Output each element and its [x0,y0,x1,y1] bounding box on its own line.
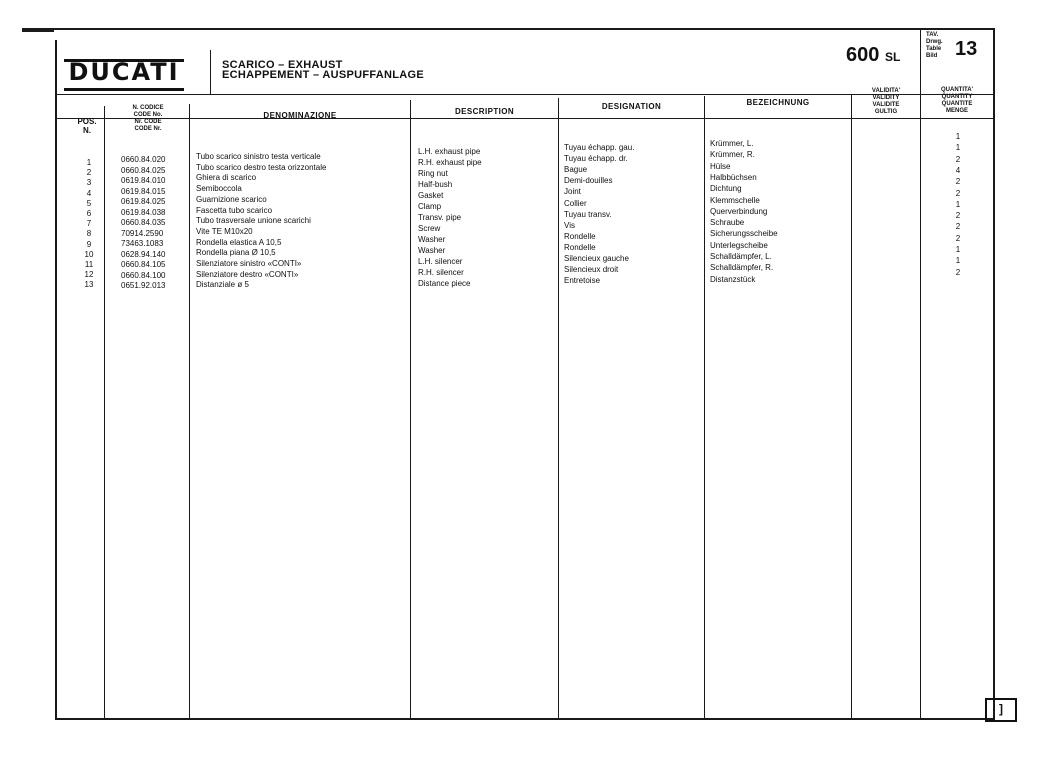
col-header-pos-line1: POS. [77,117,97,126]
cell-code: 0619.84.010 [121,176,166,185]
col-header-validity-line1: VALIDITA' [871,88,901,94]
cell-qty: 1 [955,256,961,266]
col-header-pos-line2: N. [83,126,91,135]
cell-it: Distanziale ø 5 [196,280,249,290]
col-header-quantity-line1: QUANTITA' [941,87,973,93]
cell-qty: 2 [955,188,961,198]
col-line-description [558,98,559,718]
col-header-code-line1: N. CODICE [132,105,164,111]
cell-pos: 2 [86,168,92,178]
cell-qty: 1 [955,143,961,153]
cell-qty: 1 [955,245,961,254]
cell-fr: Rondelle [564,231,596,241]
col-header-validity-line3: VALIDITE [872,102,900,108]
cell-it: Tubo scarico destro testa orizzontale [196,162,327,172]
col-header-quantity-line2: QUANTITY [941,94,973,100]
cell-fr: Bague [564,165,588,175]
cell-fr: Collier [564,198,587,208]
col-header-code [108,105,188,133]
cell-de: Unterlegscheibe [710,240,768,250]
cell-en: Washer [418,235,446,244]
cell-it: Tubo trasversale unione scarichi [196,216,311,226]
cell-it: Silenziatore destro «CONTI» [196,269,299,279]
cell-en: Distance piece [418,279,471,288]
cell-fr: Silencieux droit [564,265,619,275]
col-header-validity [852,88,920,116]
corner-mark [22,28,54,32]
col-line-pos [104,106,105,718]
right-border [993,28,995,720]
cell-en: Ring nut [418,169,448,178]
col-header-designation: DESIGNATION [601,102,662,111]
cell-pos: 13 [84,280,94,290]
col-line-designation [704,96,705,718]
cell-fr: Vis [564,220,575,230]
col-line-denominazione [410,100,411,718]
cell-en: Gasket [418,191,444,200]
model-suffix: SL [884,50,901,64]
cell-code: 0660.84.025 [121,165,166,175]
page-title-line1: SCARICO – EXHAUST [222,59,343,71]
cell-en: Washer [418,246,446,255]
cell-de: Hülse [710,161,731,171]
cell-qty: 2 [955,177,961,187]
cell-de: Krümmer, L. [710,139,754,148]
cell-fr: Entretoise [564,276,601,286]
header-vline-logo [210,50,211,94]
cell-fr: Tuyau échapp. dr. [564,154,628,164]
table-label-drwg: Drwg. [926,39,943,45]
col-line-code [189,104,190,718]
ducati-logo: DUCATI [64,59,184,91]
cell-de: Distanzstück [710,274,756,284]
table-label-bild: Bild [926,53,938,59]
cell-it: Rondella piana Ø 10,5 [196,248,276,258]
col-header-code-line2: CODE No. [133,112,163,118]
col-header-denominazione: DENOMINAZIONE [263,111,337,120]
cell-qty: 2 [955,211,961,221]
cell-qty: 1 [955,199,961,209]
cell-fr: Tuyau échapp. gau. [564,143,635,152]
cell-code: 70914.2590 [121,228,164,238]
cell-en: R.H. exhaust pipe [418,158,482,167]
cell-code: 0660.84.020 [121,155,166,164]
cell-it: Guarnizione scarico [196,194,267,204]
col-header-validity-line2: VALIDITY [872,95,900,101]
cell-en: Transv. pipe [418,213,462,222]
cell-code: 0660.84.035 [121,218,166,227]
cell-en: Screw [418,224,441,233]
table-label-tav: TAV. [926,32,939,38]
cell-it: Ghiera di scarico [196,173,257,183]
col-header-pos [72,117,102,135]
col-header-bezeichnung: BEZEICHNUNG [746,98,810,107]
cell-pos: 1 [86,158,92,167]
cell-en: Clamp [418,202,442,211]
cell-de: Krümmer, R. [710,150,755,160]
table-label-block [926,32,943,60]
cell-pos: 6 [86,209,92,218]
cell-pos: 12 [84,270,94,280]
cell-pos: 7 [86,219,92,229]
cell-qty: 4 [955,165,961,175]
header-vline-tav [920,30,921,94]
col-header-description: DESCRIPTION [454,107,515,116]
col-line-bezeichnung [851,94,852,718]
col-header-quantity-line3: QUANTITE [941,101,973,107]
cell-pos: 9 [86,239,92,249]
cell-code: 0660.84.105 [121,260,166,269]
cell-de: Sicherungsscheibe [710,229,778,239]
col-header-code-line3: Nr. CODE [134,119,162,125]
cell-de: Halbbüchsen [710,172,757,182]
cell-qty: 2 [955,222,961,232]
cell-fr: Rondelle [564,242,596,252]
cell-code: 0619.84.015 [121,186,166,196]
col-header-code-line4: CODE Nr. [134,126,162,132]
table-number: 13 [955,38,978,60]
cell-en: Half-bush [418,180,453,189]
cell-pos: 10 [84,249,94,259]
cell-fr: Demi-douilles [564,176,613,186]
cell-en: R.H. silencer [418,268,464,277]
bottom-rule [55,718,995,720]
cell-qty: 2 [955,233,961,243]
col-header-validity-line4: GULTIG [874,109,898,115]
cell-pos: 11 [84,260,94,269]
col-header-quantity [922,87,992,115]
cell-de: Querverbindung [710,206,768,216]
cell-code: 0651.92.013 [121,281,166,290]
cell-pos: 8 [86,229,92,239]
model-number: 600 [846,44,880,66]
cell-it: Silenziatore sinistro «CONTI» [196,259,302,268]
cell-it: Tubo scarico sinistro testa verticale [196,152,321,161]
cell-en: L.H. exhaust pipe [418,147,481,156]
table-label-table: Table [926,46,942,52]
cell-qty: 2 [955,267,961,277]
cell-code: 0628.94.140 [121,249,166,259]
cell-code: 0619.84.038 [121,207,166,217]
cell-pos: 3 [86,178,92,188]
cell-code: 73463.1083 [121,239,164,248]
cell-code: 0660.84.100 [121,270,166,280]
model-label [846,44,900,67]
cell-pos: 5 [86,198,92,208]
cell-it: Rondella elastica A 10,5 [196,237,282,247]
cell-fr: Joint [564,187,581,197]
cell-pos: 4 [86,188,92,198]
cell-de: Dichtung [710,184,742,194]
top-rule [30,28,995,30]
cell-fr: Tuyau transv. [564,209,612,219]
cell-fr: Silencieux gauche [564,254,629,263]
cell-it: Fascetta tubo scarico [196,205,273,215]
left-border [55,40,57,720]
col-header-quantity-line4: MENGE [945,108,968,114]
cell-it: Vite TE M10x20 [196,226,253,236]
cell-de: Schraube [710,218,745,228]
col-line-validity [920,94,921,718]
cell-it: Semiboccola [196,184,242,194]
cell-de: Klemmschelle [710,195,760,205]
cell-de: Schalldämpfer, R. [710,263,774,273]
cell-qty: 2 [955,154,961,164]
cell-qty: 1 [955,132,961,141]
cell-en: L.H. silencer [418,257,463,266]
cell-code: 0619.84.025 [121,197,166,206]
page-title-line2: ECHAPPEMENT – AUSPUFFANLAGE [222,69,425,81]
cell-de: Schalldämpfer, L. [710,252,772,261]
footer-mark: ] [985,698,1017,722]
